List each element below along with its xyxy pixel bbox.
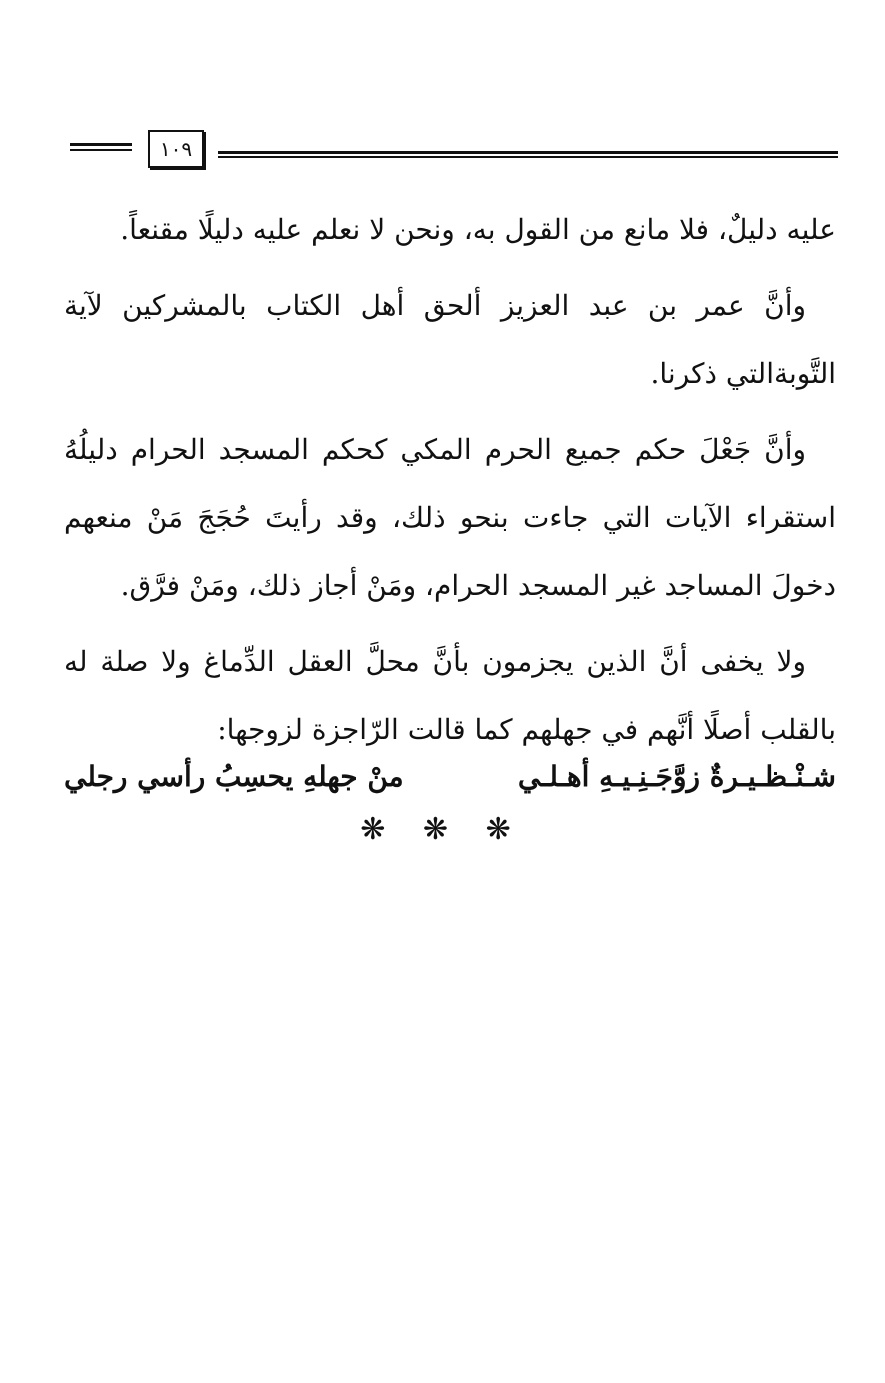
paragraph-2: وأنَّ عمر بن عبد العزيز ألحق أهل الكتاب بالمشركين لآية التَّوبةالتي ذكرنا. [64,289,836,390]
section-separator-stars: ❋ ❋ ❋ [360,812,525,847]
page-number-box [148,130,204,168]
header-rule-short [70,143,132,151]
paragraph-4: ولا يخفى أنَّ الذين يجزمون بأنَّ محلَّ العقل الدِّماغ ولا صلة له بالقلب أصلًا أنَّهم في جهلهم كما قالت الرّاجزة لزوجها: [64,645,836,746]
main-text [64,196,836,764]
verse-first-hemistich: شـنْـظـيـرةٌ زوَّجَـنِـيـهِ أهـلـي [517,760,836,793]
verse-second-hemistich: منْ جهلهِ يحسِبُ رأسي رجلي [64,760,404,793]
poetry-verse [64,752,836,802]
header-rule-long [218,151,838,158]
page-header [70,128,838,172]
paragraph-3: وأنَّ جَعْلَ حكم جميع الحرم المكي كحكم المسجد الحرام دليلُهُ استقراء الآيات التي جاءت بنحو ذلك، وقد رأيتَ حُجَجَ مَنْ منعهم دخولَ المساجد غير المسجد الحرام، ومَنْ أجاز ذلك، ومَنْ فرَّق. [64,433,836,602]
page-number: ١٠٩ [159,137,193,161]
paragraph-1: عليه دليلٌ، فلا مانع من القول به، ونحن لا نعلم عليه دليلًا مقنعاً. [120,213,836,246]
